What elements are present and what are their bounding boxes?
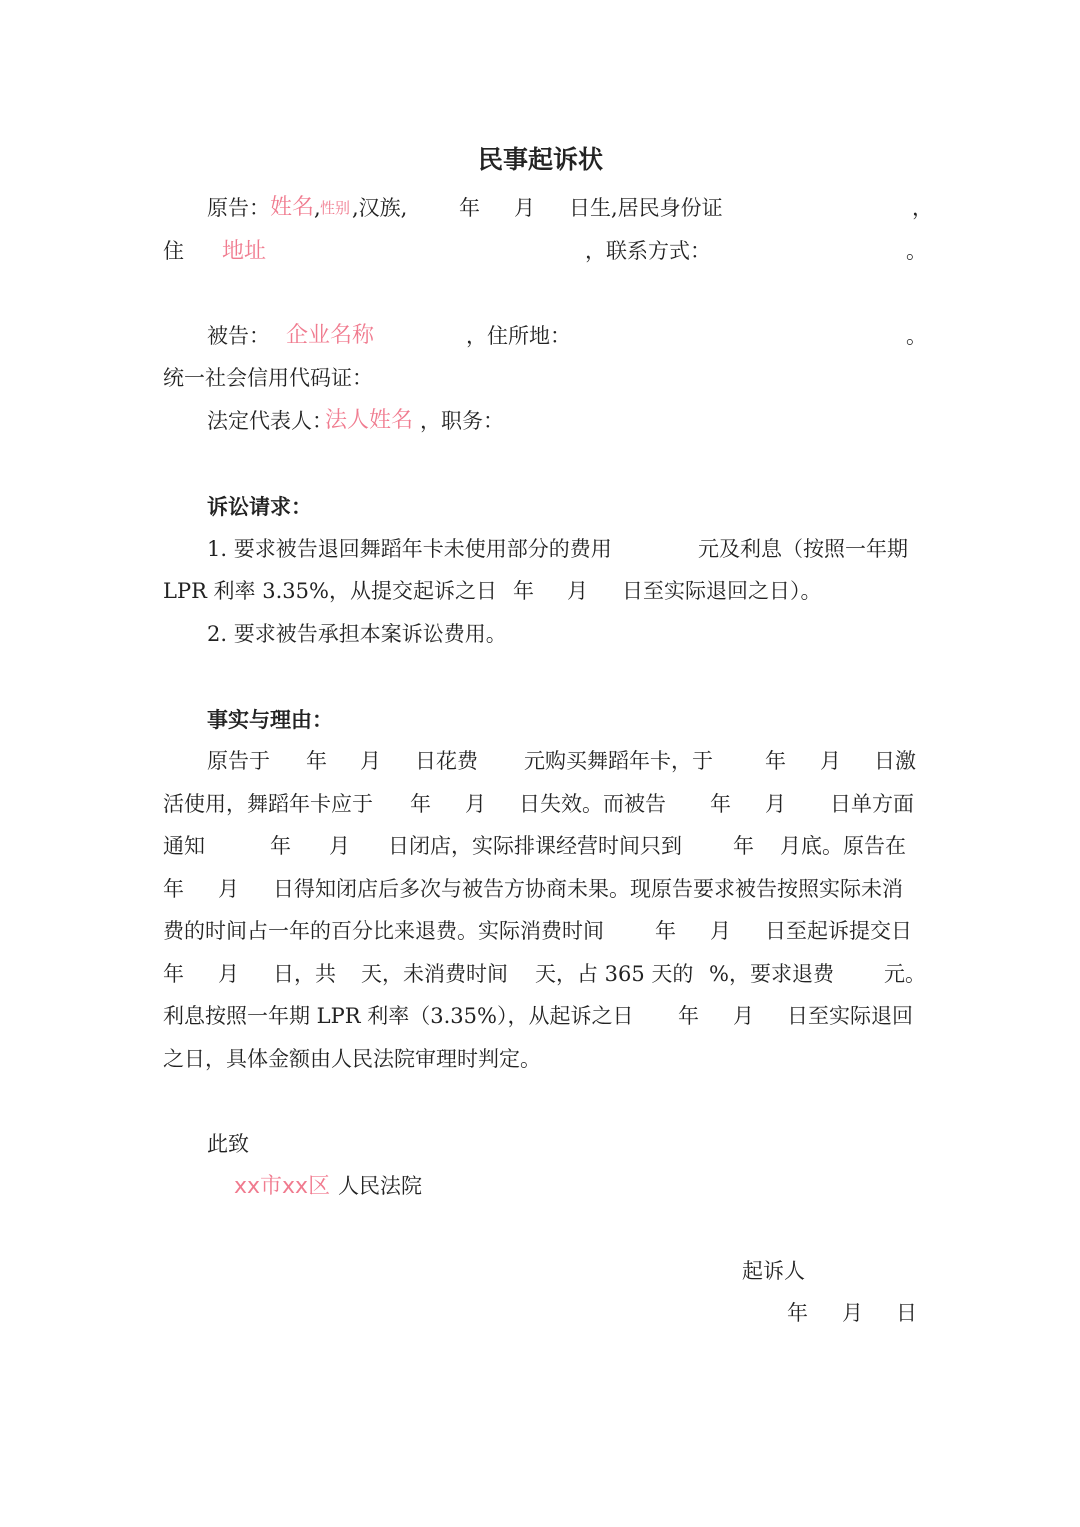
facts-text: 之日，具体金额由人民法院审理时判定。 xyxy=(163,1047,541,1071)
facts-text: 月 xyxy=(218,877,239,901)
facts-text: 元购买舞蹈年卡，于 xyxy=(524,749,713,773)
facts-text: 月 xyxy=(710,919,731,943)
legal-rep-position-label: ，职务： xyxy=(420,409,504,433)
facts-text: 年 xyxy=(163,877,184,901)
plaintiff-separator: , xyxy=(314,196,321,220)
document-title: 民事起诉状 xyxy=(478,145,604,174)
defendant-label: 被告： xyxy=(207,324,270,348)
facts-text: 元。 xyxy=(884,962,926,986)
sign-day: 日 xyxy=(896,1301,917,1325)
plaintiff-period: 。 xyxy=(906,239,927,263)
claim-1-line-1b: 元及利息（按照一年期 xyxy=(698,537,908,561)
facts-text: 日至起诉提交日 xyxy=(765,919,912,943)
closing-to: 此致 xyxy=(207,1132,249,1156)
plaintiff-ethnicity: ,汉族, xyxy=(352,196,408,220)
facts-text: 天，未消费时间 xyxy=(361,962,508,986)
court-placeholder: xx市xx区 xyxy=(234,1174,331,1199)
plaintiff-born-id: 日生,居民身份证 xyxy=(569,196,723,220)
facts-text: 年 xyxy=(678,1004,699,1028)
facts-text: 月底。原告在 xyxy=(780,834,906,858)
claim-1-line-2b: 日至实际退回之日）。 xyxy=(622,579,822,603)
facts-text: 年 xyxy=(710,792,731,816)
plaintiff-contact-label: ，联系方式： xyxy=(585,239,711,263)
plaintiff-live-label: 住 xyxy=(163,239,184,263)
sign-year: 年 xyxy=(787,1301,808,1325)
claim-1-line-2-month: 月 xyxy=(567,579,588,603)
plaintiff-label: 原告： xyxy=(207,196,270,220)
plaintiff-comma: ， xyxy=(912,196,933,220)
claim-1-line-2a: LPR 利率 3.35%，从提交起诉之日 xyxy=(163,579,497,603)
defendant-company-placeholder: 企业名称 xyxy=(286,323,375,348)
defendant-period: 。 xyxy=(906,324,927,348)
facts-text: 月 xyxy=(329,834,350,858)
facts-text: %，要求退费 xyxy=(709,962,834,986)
plaintiff-birth-year: 年 xyxy=(459,196,480,220)
facts-text: 年 xyxy=(733,834,754,858)
claim-2: 2. 要求被告承担本案诉讼费用。 xyxy=(207,622,507,646)
legal-rep-label: 法定代表人： xyxy=(207,409,333,433)
sign-month: 月 xyxy=(842,1301,863,1325)
facts-text: 活使用，舞蹈年卡应于 xyxy=(163,792,373,816)
facts-text: 月 xyxy=(733,1004,754,1028)
facts-text: 年 xyxy=(410,792,431,816)
facts-text: 原告于 xyxy=(207,749,270,773)
claim-1-line-2-year: 年 xyxy=(513,579,534,603)
facts-text: 日至实际退回 xyxy=(787,1004,913,1028)
facts-heading: 事实与理由： xyxy=(207,707,333,732)
facts-text: 日单方面 xyxy=(830,792,914,816)
facts-text: 年 xyxy=(270,834,291,858)
plaintiff-gender-placeholder: 性别 xyxy=(320,199,351,217)
facts-text: 利息按照一年期 LPR 利率（3.35%），从起诉之日 xyxy=(163,1004,634,1028)
facts-text: 天，占 365 天的 xyxy=(535,962,694,986)
plaintiff-address-placeholder: 地址 xyxy=(222,239,267,264)
defendant-residence-label: ，住所地： xyxy=(466,324,571,348)
court-suffix: 人民法院 xyxy=(338,1174,422,1198)
facts-text: 费的时间占一年的百分比来退费。实际消费时间 xyxy=(163,919,604,943)
facts-text: 日花费 xyxy=(415,749,478,773)
facts-text: 月 xyxy=(218,962,239,986)
signer-label: 起诉人 xyxy=(742,1259,805,1283)
facts-text: 年 xyxy=(163,962,184,986)
claim-1-line-1a: 1. 要求被告退回舞蹈年卡未使用部分的费用 xyxy=(207,537,612,561)
legal-rep-name-placeholder: 法人姓名 xyxy=(325,408,414,433)
credit-code-label: 统一社会信用代码证： xyxy=(163,366,373,390)
facts-text: 日闭店，实际排课经营时间只到 xyxy=(388,834,682,858)
facts-text: 月 xyxy=(820,749,841,773)
facts-text: 月 xyxy=(765,792,786,816)
facts-text: 日得知闭店后多次与被告方协商未果。现原告要求被告按照实际未消 xyxy=(273,877,903,901)
facts-text: 日，共 xyxy=(273,962,336,986)
facts-text: 年 xyxy=(306,749,327,773)
facts-text: 月 xyxy=(360,749,381,773)
facts-text: 日激 xyxy=(874,749,916,773)
facts-text: 年 xyxy=(655,919,676,943)
facts-text: 通知 xyxy=(163,834,205,858)
facts-text: 月 xyxy=(465,792,486,816)
claims-heading: 诉讼请求： xyxy=(207,494,312,519)
plaintiff-name-placeholder: 姓名 xyxy=(270,195,315,220)
plaintiff-birth-month: 月 xyxy=(514,196,535,220)
facts-text: 日失效。而被告 xyxy=(519,792,666,816)
facts-text: 年 xyxy=(765,749,786,773)
